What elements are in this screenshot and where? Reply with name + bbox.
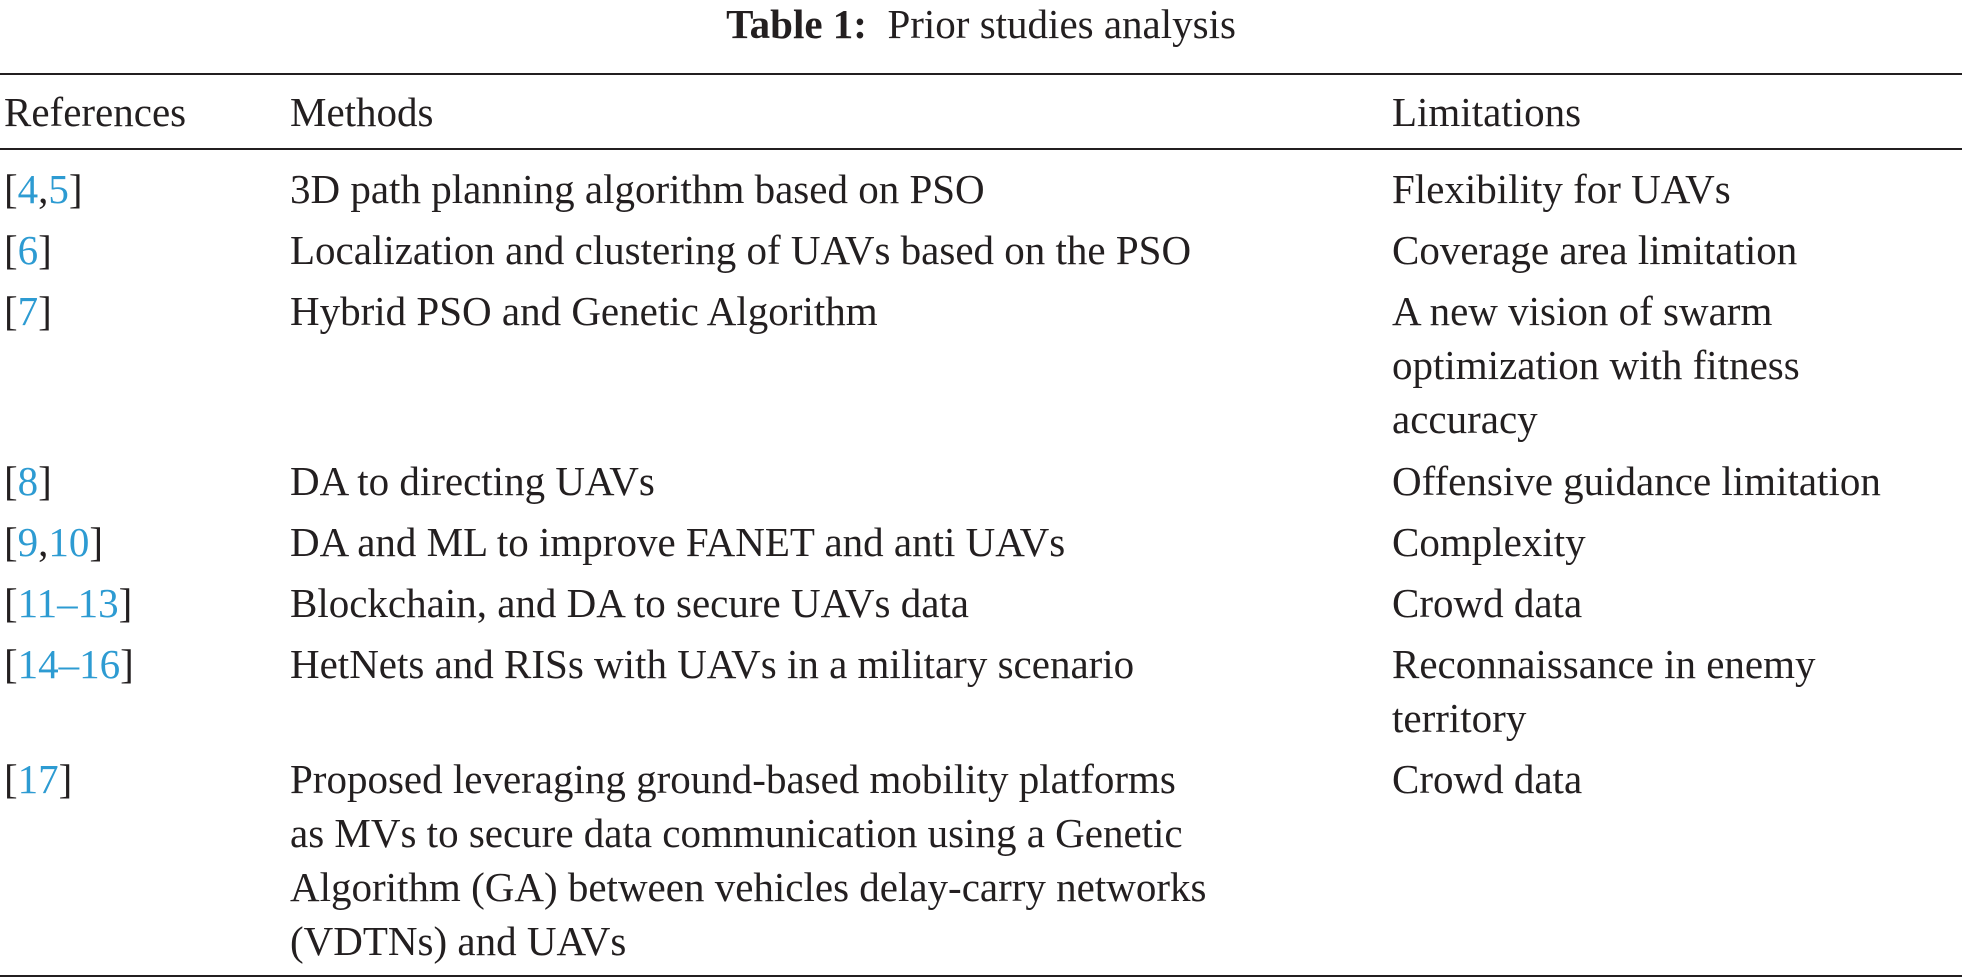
ref-link[interactable]: 10 <box>48 519 90 565</box>
table-row-ref <box>4 284 52 338</box>
limitation-line: Crowd data <box>1392 580 1583 626</box>
table-row-limitation <box>1392 454 1881 508</box>
table-row-ref <box>4 515 103 569</box>
table-row-ref <box>4 162 83 216</box>
method-line: Blockchain, and DA to secure UAVs data <box>290 580 970 626</box>
table-row-method <box>290 637 1134 691</box>
method-line: HetNets and RISs with UAVs in a military scenario <box>290 641 1135 687</box>
table-header-rule <box>0 148 1962 150</box>
ref-bracket: [ <box>4 519 18 565</box>
ref-link[interactable]: 11–13 <box>17 580 119 626</box>
table-row-limitation <box>1392 162 1731 216</box>
table-row-method <box>290 576 969 630</box>
limitation-line: accuracy <box>1392 396 1538 442</box>
table-row-method <box>290 515 1065 569</box>
table-row-limitation <box>1392 515 1586 569</box>
ref-bracket: ] <box>38 227 52 273</box>
limitation-line: Crowd data <box>1392 756 1583 802</box>
method-line: DA to directing UAVs <box>290 458 655 504</box>
table-row-ref <box>4 752 72 806</box>
limitation-line: Reconnaissance in enemy <box>1392 641 1816 687</box>
method-line: Proposed leveraging ground-based mobility platforms <box>290 756 1176 802</box>
table-row-ref <box>4 637 134 691</box>
ref-link[interactable]: 7 <box>17 288 39 334</box>
ref-bracket: ] <box>38 288 52 334</box>
ref-bracket: [ <box>4 580 18 626</box>
ref-bracket: ] <box>118 580 133 626</box>
table-bottom-rule <box>0 975 1962 977</box>
ref-bracket: ] <box>38 458 52 504</box>
table-row-method <box>290 454 655 508</box>
ref-link[interactable]: 9 <box>17 519 39 565</box>
method-line: Hybrid PSO and Genetic Algorithm <box>290 288 878 334</box>
ref-bracket: ] <box>89 519 104 565</box>
table-row-method <box>290 223 1191 277</box>
header-methods: Methods <box>290 89 434 135</box>
table-row-limitation <box>1392 752 1582 806</box>
ref-link[interactable]: 6 <box>17 227 39 273</box>
ref-bracket: [ <box>4 641 18 687</box>
ref-link[interactable]: 14–16 <box>17 641 121 687</box>
method-line: as MVs to secure data communication using a Genetic <box>290 810 1183 856</box>
limitation-line: territory <box>1392 695 1527 741</box>
ref-bracket: ] <box>68 166 83 212</box>
ref-bracket: [ <box>4 756 18 802</box>
table-row-limitation <box>1392 576 1582 630</box>
table-row-method <box>290 162 985 216</box>
ref-bracket: ] <box>120 641 134 687</box>
table-row-method <box>290 752 1206 968</box>
table-top-rule <box>0 73 1962 75</box>
method-line: 3D path planning algorithm based on PSO <box>290 166 985 212</box>
limitation-line: Offensive guidance limitation <box>1392 458 1881 504</box>
ref-link[interactable]: 17 <box>17 756 59 802</box>
table-row-ref <box>4 454 52 508</box>
table-caption <box>0 0 1962 48</box>
ref-link[interactable]: 4 <box>17 166 39 212</box>
table-caption-title: Prior studies analysis <box>887 1 1236 47</box>
ref-separator: , <box>38 166 49 212</box>
table-row-ref <box>4 576 132 630</box>
header-references: References <box>4 89 187 135</box>
method-line: Localization and clustering of UAVs based on the PSO <box>290 227 1192 273</box>
ref-bracket: ] <box>58 756 73 802</box>
limitation-line: A new vision of swarm <box>1392 288 1773 334</box>
ref-link[interactable]: 8 <box>17 458 39 504</box>
ref-bracket: [ <box>4 288 18 334</box>
table-row-limitation <box>1392 637 1816 745</box>
limitation-line: optimization with fitness <box>1392 342 1800 388</box>
limitation-line: Coverage area limitation <box>1392 227 1798 273</box>
method-line: DA and ML to improve FANET and anti UAVs <box>290 519 1066 565</box>
ref-separator: , <box>38 519 49 565</box>
method-line: Algorithm (GA) between vehicles delay-carry networks <box>290 864 1207 910</box>
ref-bracket: [ <box>4 458 18 504</box>
header-limitations: Limitations <box>1392 89 1582 135</box>
ref-bracket: [ <box>4 166 18 212</box>
ref-bracket: [ <box>4 227 18 273</box>
limitation-line: Complexity <box>1392 519 1586 565</box>
limitation-line: Flexibility for UAVs <box>1392 166 1731 212</box>
table-row-ref <box>4 223 52 277</box>
table-caption-label: Table 1: <box>726 1 867 47</box>
table-row-limitation <box>1392 223 1797 277</box>
table-row-method <box>290 284 878 338</box>
method-line: (VDTNs) and UAVs <box>290 918 627 964</box>
ref-link[interactable]: 5 <box>48 166 69 212</box>
table-row-limitation <box>1392 284 1800 446</box>
